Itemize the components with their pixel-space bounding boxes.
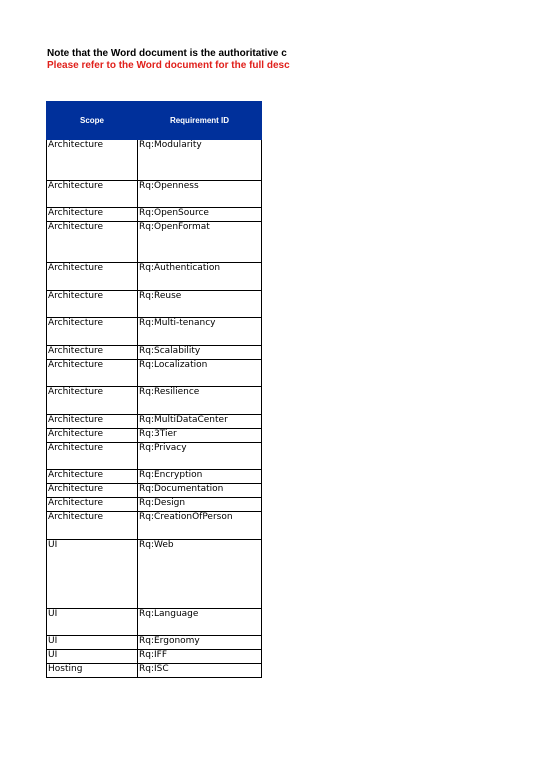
table-row (47, 609, 262, 636)
scope-header: Scope (47, 102, 138, 140)
table-row (47, 222, 262, 263)
table-row (47, 636, 262, 650)
table-row (47, 291, 262, 318)
scope-cell: Architecture (47, 291, 138, 318)
requirement-id-cell: Rq:Design (138, 498, 262, 512)
requirement-id-cell: Rq:Resilience (138, 387, 262, 415)
requirement-id-cell: Rq:Encryption (138, 470, 262, 484)
scope-cell: Architecture (47, 387, 138, 415)
requirement-id-cell: Rq:OpenFormat (138, 222, 262, 263)
requirement-id-cell: Rq:Localization (138, 360, 262, 387)
table-row (47, 346, 262, 360)
table-row (47, 318, 262, 346)
table-row (47, 429, 262, 443)
table-row (47, 540, 262, 609)
authoritative-note: Note that the Word document is the authoritative c (47, 48, 287, 59)
requirement-id-cell: Rq:Privacy (138, 443, 262, 470)
scope-cell: Architecture (47, 512, 138, 540)
requirement-id-cell: Rq:IFF (138, 650, 262, 664)
refer-note: Please refer to the Word document for the full desc (47, 60, 290, 71)
scope-cell: Architecture (47, 181, 138, 208)
table-row (47, 443, 262, 470)
table-row (47, 415, 262, 429)
requirement-id-cell: Rq:3Tier (138, 429, 262, 443)
requirement-id-cell: Rq:Modularity (138, 140, 262, 181)
requirement-id-cell: Rq:Multi-tenancy (138, 318, 262, 346)
scope-cell: Architecture (47, 346, 138, 360)
requirement-id-cell: Rq:Openness (138, 181, 262, 208)
requirement-id-cell: Rq:Authentication (138, 263, 262, 291)
table-row (47, 512, 262, 540)
requirement-id-cell: Rq:ISC (138, 664, 262, 678)
scope-cell: Architecture (47, 140, 138, 181)
scope-cell: Architecture (47, 360, 138, 387)
requirement-id-cell: Rq:OpenSource (138, 208, 262, 222)
scope-cell: UI (47, 540, 138, 609)
notes-block (47, 48, 290, 72)
scope-cell: Hosting (47, 664, 138, 678)
requirement-id-cell: Rq:Ergonomy (138, 636, 262, 650)
requirement-id-cell: Rq:MultiDataCenter (138, 415, 262, 429)
scope-cell: Architecture (47, 222, 138, 263)
table-row (47, 263, 262, 291)
table-row (47, 387, 262, 415)
table-body (47, 140, 262, 678)
requirement-id-cell: Rq:Documentation (138, 484, 262, 498)
scope-cell: Architecture (47, 429, 138, 443)
requirement-id-cell: Rq:Scalability (138, 346, 262, 360)
table-row (47, 664, 262, 678)
scope-cell: UI (47, 636, 138, 650)
header-row (47, 102, 262, 140)
table-row (47, 208, 262, 222)
table-row (47, 140, 262, 181)
scope-cell: UI (47, 609, 138, 636)
scope-cell: Architecture (47, 484, 138, 498)
requirement-id-cell: Rq:CreationOfPerson (138, 512, 262, 540)
table-row (47, 360, 262, 387)
scope-cell: Architecture (47, 208, 138, 222)
requirement-id-cell: Rq:Web (138, 540, 262, 609)
table-row (47, 650, 262, 664)
scope-cell: Architecture (47, 498, 138, 512)
requirement-id-header: Requirement ID (138, 102, 262, 140)
scope-cell: Architecture (47, 470, 138, 484)
scope-cell: Architecture (47, 318, 138, 346)
scope-cell: Architecture (47, 415, 138, 429)
table-row (47, 470, 262, 484)
scope-cell: Architecture (47, 443, 138, 470)
scope-cell: UI (47, 650, 138, 664)
scope-cell: Architecture (47, 263, 138, 291)
table-row (47, 484, 262, 498)
table-row (47, 498, 262, 512)
requirement-id-cell: Rq:Language (138, 609, 262, 636)
requirement-id-cell: Rq:Reuse (138, 291, 262, 318)
requirements-table (46, 101, 262, 678)
table-row (47, 181, 262, 208)
